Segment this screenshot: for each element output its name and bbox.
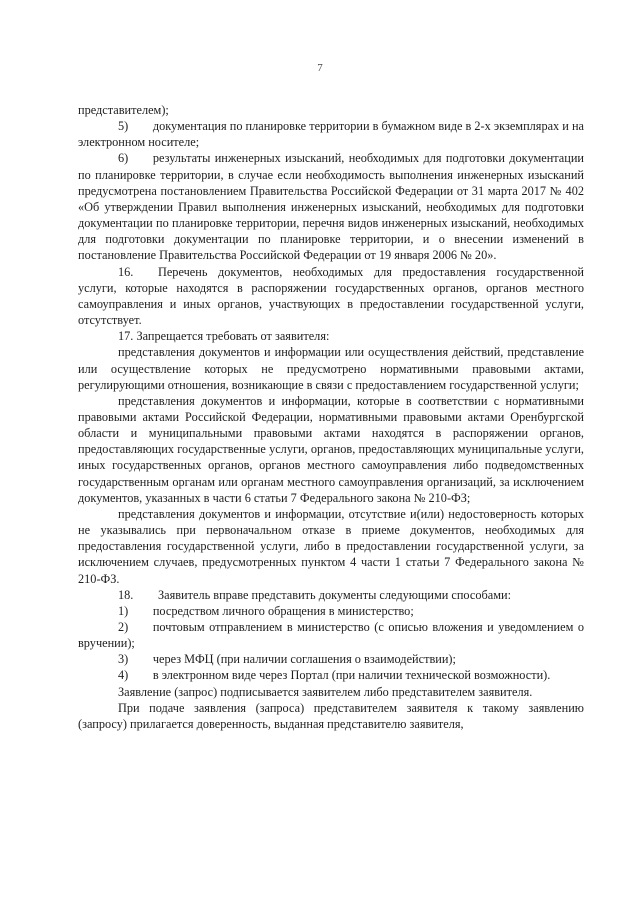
paragraph: 3) через МФЦ (при наличии соглашения о взаимодействии); — [118, 652, 456, 667]
paragraph: 6) результаты инженерных изысканий, необходимых для подготовки документации по планировке территории, в случае если необходимость выполнения инженерных изысканий предусмотрена постановлением Правительства Российской Федерации от 31 марта 2017 № 402 «Об утверждении Правил выполнения инженерных изысканий, необходимых для подготовки документации по планировке территории, перечня видов инженерных изысканий, необходимых для подготовки документации по планировке территории, и о внесении изменений в постановление Правительства Российской Федерации от 19 января 2006 № 20». — [78, 151, 584, 263]
paragraph: 16. Перечень документов, необходимых для предоставления государственной услуги, которые находятся в распоряжении государственных органов, органов местного самоуправления и иных органов, участвующих в предоставлении государственной услуги, отсутствует. — [78, 264, 584, 328]
paragraph: 17. Запрещается требовать от заявителя: — [118, 329, 330, 344]
paragraph: 5) документация по планировке территории в бумажном виде в 2-х экземплярах и на электронном носителе; — [78, 119, 584, 150]
paragraph: 1) посредством личного обращения в министерство; — [118, 603, 414, 618]
paragraph: 4) в электронном виде через Портал (при наличии технической возможности). — [118, 668, 551, 683]
paragraph: 18. Заявитель вправе представить документы следующими способами: — [118, 587, 511, 602]
paragraph: 2) почтовым отправлением в министерство (с описью вложения и уведомлением о вручении); — [78, 620, 584, 651]
paragraph: представителем); — [78, 103, 169, 117]
paragraph: представления документов и информации, которые в соответствии с нормативными правовыми актами Российской Федерации, нормативными правовыми актами Оренбургской области и муниципальными правовыми актами находятся в распоряжении органов, предоставляющих государственные услуги, органов, предоставляющих муниципальные услуги, иных государственных органов, органов местного самоуправления либо подведомственных государственным органам или органам местного самоуправления организаций, за исключением документов, указанных в части 6 статьи 7 Федерального закона № 210-ФЗ; — [78, 393, 584, 505]
paragraph: представления документов и информации, отсутствие и(или) недостоверность которых не указывались при первоначальном отказе в приеме документов, необходимых для предоставления государственной услуги, либо в предоставлении государственной услуги, за исключением случаев, предусмотренных пунктом 4 части 1 статьи 7 Федерального закона № 210-ФЗ. — [78, 506, 584, 586]
paragraph: представления документов и информации или осуществления действий, представление или осуществление которых не предусмотрено нормативными правовыми актами, регулирующими отношения, возникающие в связи с предоставлением государственной услуги; — [78, 345, 584, 392]
paragraph: При подаче заявления (запроса) представителем заявителя к такому заявлению (запросу) прилагается доверенность, выданная представителю заявителя, — [78, 700, 584, 731]
paragraph: Заявление (запрос) подписывается заявителем либо представителем заявителя. — [118, 684, 533, 699]
document-body — [78, 102, 584, 732]
page-number: 7 — [317, 62, 323, 74]
